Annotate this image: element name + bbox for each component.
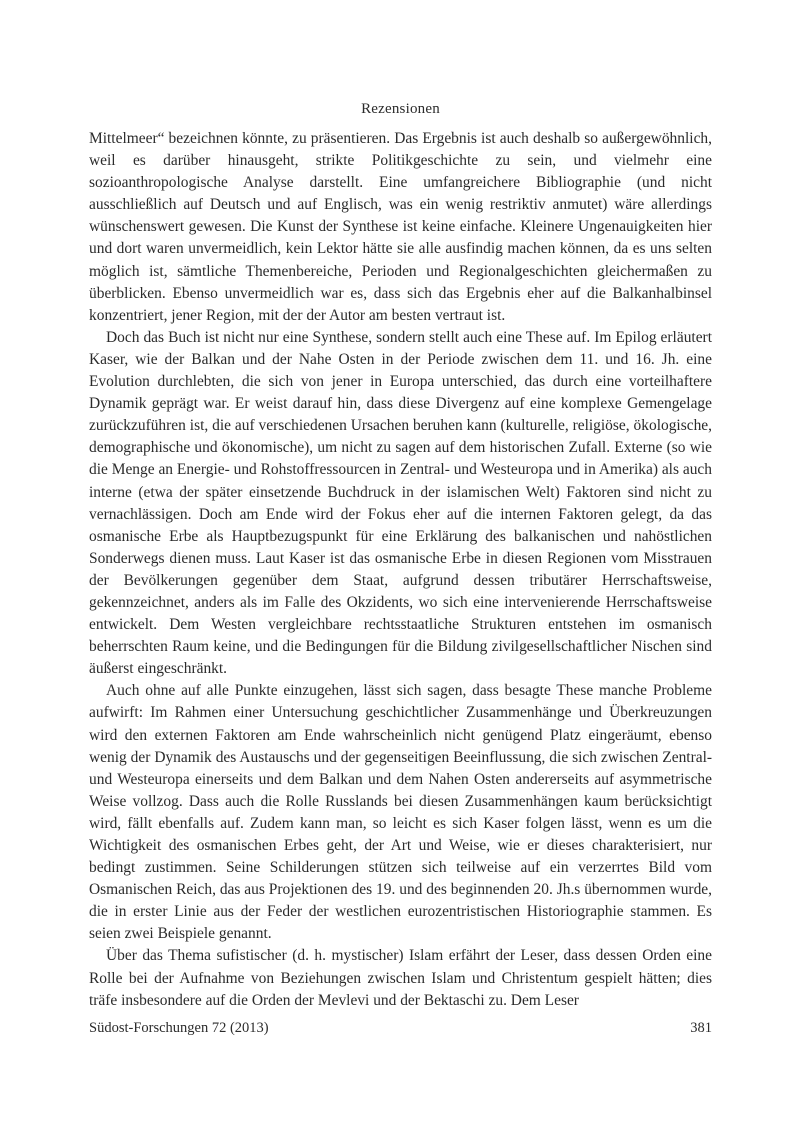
paragraph-1: Mittelmeer“ bezeichnen könnte, zu präsentieren. Das Ergebnis ist auch deshalb so außergewöhnlich, weil es darüber hinausgeht, strikte Politikgeschichte zu sein, und vielmehr eine sozioanthropologische Analyse darstellt. Eine umfangreichere Bibliographie (und nicht ausschließlich auf Deutsch und auf Englisch, was ein wenig restriktiv anmutet) wäre allerdings wünschenswert gewesen. Die Kunst der Synthese ist keine einfache. Kleinere Ungenauigkeiten hier und dort waren unvermeidlich, kein Lektor hätte sie alle ausfindig machen können, da es uns selten möglich ist, sämtliche Themenbereiche, Perioden und Regionalgeschichten gleichermaßen zu überblicken. Ebenso unvermeidlich war es, dass sich das Ergebnis eher auf die Balkanhalbinsel konzentriert, jener Region, mit der der Autor am besten vertraut ist. (89, 130, 712, 324)
article-body (89, 128, 712, 1012)
paragraph-2: Doch das Buch ist nicht nur eine Synthese, sondern stellt auch eine These auf. Im Epilog erläutert Kaser, wie der Balkan und der Nahe Osten in der Periode zwischen dem 11. und 16. Jh. eine Evolution durchlebten, die sich von jener in Europa unterschied, das durch eine vorteilhaftere Dynamik geprägt war. Er weist darauf hin, dass diese Divergenz auf eine komplexe Gemengelage zurückzuführen ist, die auf verschiedenen Ursachen beruhen kann (kulturelle, religiöse, ökologische, demographische und ökonomische), um nicht zu sagen auf dem historischen Zufall. Externe (so wie die Menge an Energie- und Rohstoffressourcen in Zentral- und Westeuropa und in Amerika) als auch interne (etwa der später einsetzende Buchdruck in der islamischen Welt) Faktoren sind nicht zu vernachlässigen. Doch am Ende wird der Fokus eher auf die internen Faktoren gelegt, da das osmanische Erbe als Hauptbezugspunkt für eine Erklärung des balkanischen und nahöstlichen Sonderwegs dienen muss. Laut Kaser ist das osmanische Erbe in diesen Regionen vom Misstrauen der Bevölkerungen gegenüber dem Staat, aufgrund dessen tributärer Herrschaftsweise, gekennzeichnet, anders als im Falle des Okzidents, wo sich eine intervenierende Herrschaftsweise entwickelt. Dem Westen vergleichbare rechtsstaatliche Strukturen entstehen im osmanisch beherrschten Raum keine, und die Bedingungen für die Bildung zivilgesellschaftlicher Nischen sind äußerst eingeschränkt. (89, 328, 712, 678)
page-footer (89, 1017, 712, 1039)
running-header-title: Rezensionen (361, 101, 440, 117)
page-number: 381 (690, 1020, 712, 1036)
paragraph-3: Auch ohne auf alle Punkte einzugehen, lässt sich sagen, dass besagte These manche Probleme aufwirft: Im Rahmen einer Untersuchung geschichtlicher Zusammenhänge und Überkreuzungen wird den externen Faktoren am Ende wahrscheinlich nicht genügend Platz eingeräumt, ebenso wenig der Dynamik des Austauschs und der gegenseitigen Beeinflussung, die sich zwischen Zentral- und Westeuropa einerseits und dem Balkan und dem Nahen Osten andererseits auf asymmetrische Weise vollzog. Dass auch die Rolle Russlands bei diesen Zusammenhängen kaum berücksichtigt wird, fällt ebenfalls auf. Zudem kann man, so leicht es sich Kaser folgen lässt, wenn es um die Wichtigkeit des osmanischen Erbes geht, der Art und Weise, wie er dieses charakterisiert, nur bedingt zustimmen. Seine Schilderungen stützen sich teilweise auf ein verzerrtes Bild vom Osmanischen Reich, das aus Projektionen des 19. und des beginnenden 20. Jh.s übernommen wurde, die in erster Linie aus der Feder der westlichen eurozentristischen Historiographie stammen. Es seien zwei Beispiele genannt. (89, 682, 712, 943)
journal-citation: Südost-Forschungen 72 (2013) (89, 1020, 269, 1036)
paragraph-4: Über das Thema sufistischer (d. h. mystischer) Islam erfährt der Leser, dass dessen Orden eine Rolle bei der Aufnahme von Beziehungen zwischen Islam und Christentum gespielt hätten; dies träfe insbesondere auf die Orden der Mevlevi und der Bektaschi zu. Dem Leser (89, 947, 712, 1009)
